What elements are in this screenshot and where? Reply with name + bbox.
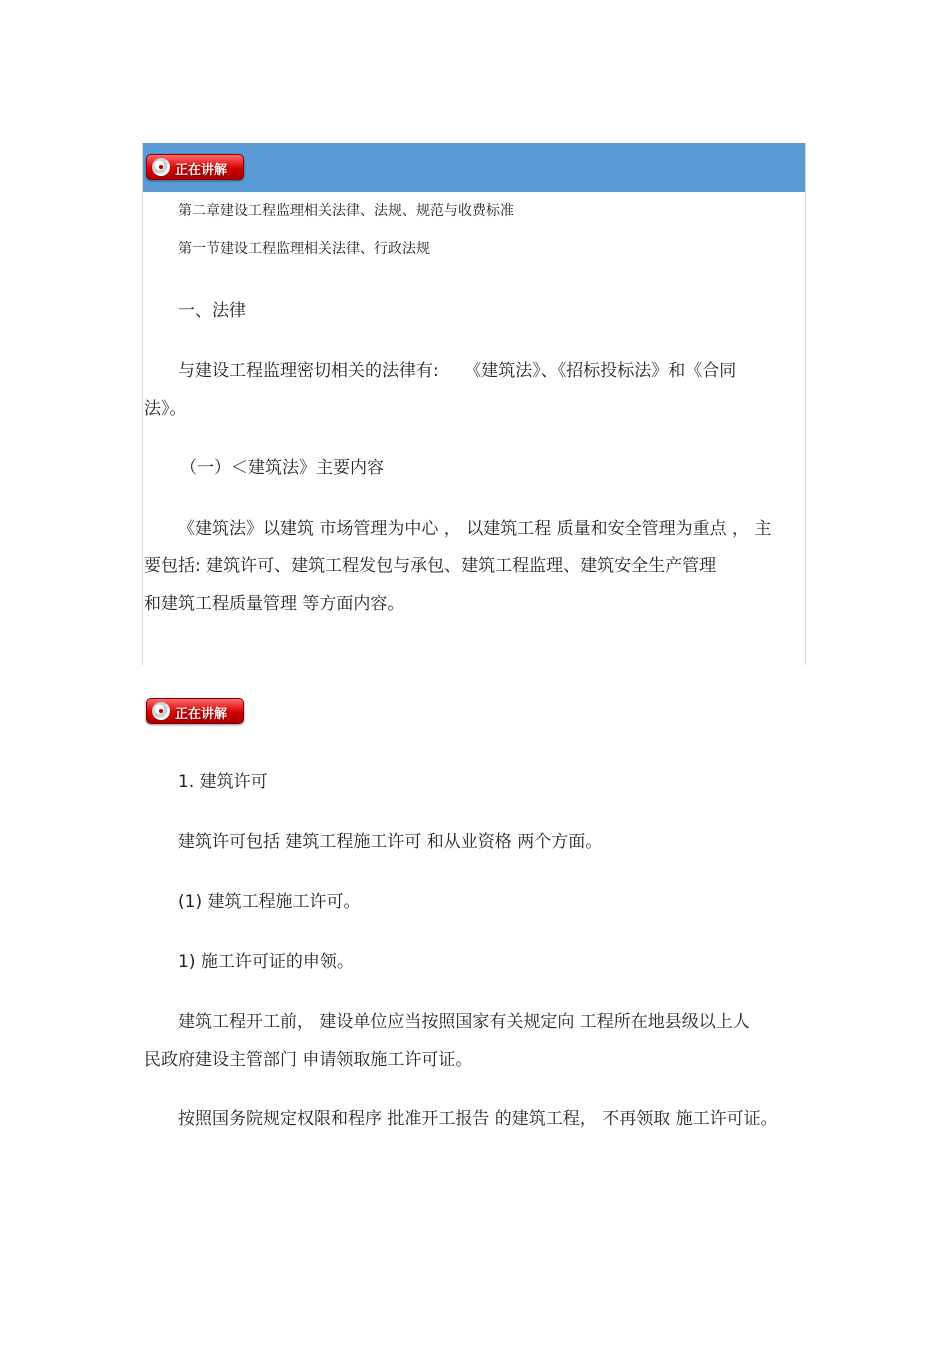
lecture-panel [142,143,806,665]
badge-label: 正在讲解 [175,163,228,178]
now-explaining-badge [146,154,244,180]
paragraph-line: 和建筑工程质量管理 等方面内容。 [144,594,405,614]
paragraph-line: 要包括: 建筑许可、建筑工程发包与承包、建筑工程监理、建筑安全生产管理 [144,556,717,576]
item-heading: 1) 施工许可证的申领。 [178,952,354,972]
paragraph-line: 民政府建设主管部门 申请领取施工许可证。 [144,1050,473,1070]
subsection-title: 第一节建设工程监理相关法律、行政法规 [178,241,430,257]
badge-label: 正在讲解 [175,707,228,722]
item-heading: 1. 建筑许可 [178,772,268,792]
now-explaining-badge [146,698,244,724]
sub-heading: （一）＜建筑法》主要内容 [180,458,384,478]
disc-icon [152,158,170,176]
chapter-title: 第二章建设工程监理相关法律、法规、规范与收费标准 [178,203,514,219]
paragraph-line: 与建设工程监理密切相关的法律有: 《建筑法》、《招标投标法》和《合同 [178,361,737,381]
heading-law: 一、法律 [178,301,246,321]
item-heading: (1) 建筑工程施工许可。 [178,892,361,912]
paragraph-line: 《建筑法》以建筑 市场管理为中心 ， 以建筑工程 质量和安全管理为重点 ， 主 [178,519,772,539]
paragraph-line: 法》。 [144,399,187,419]
paragraph-line: 建筑许可包括 建筑工程施工许可 和从业资格 两个方面。 [178,832,603,852]
paragraph-line: 按照国务院规定权限和程序 批准开工报告 的建筑工程， 不再领取 施工许可证。 [178,1109,778,1129]
disc-icon [152,702,170,720]
paragraph-line: 建筑工程开工前， 建设单位应当按照国家有关规定向 工程所在地县级以上人 [178,1012,750,1032]
